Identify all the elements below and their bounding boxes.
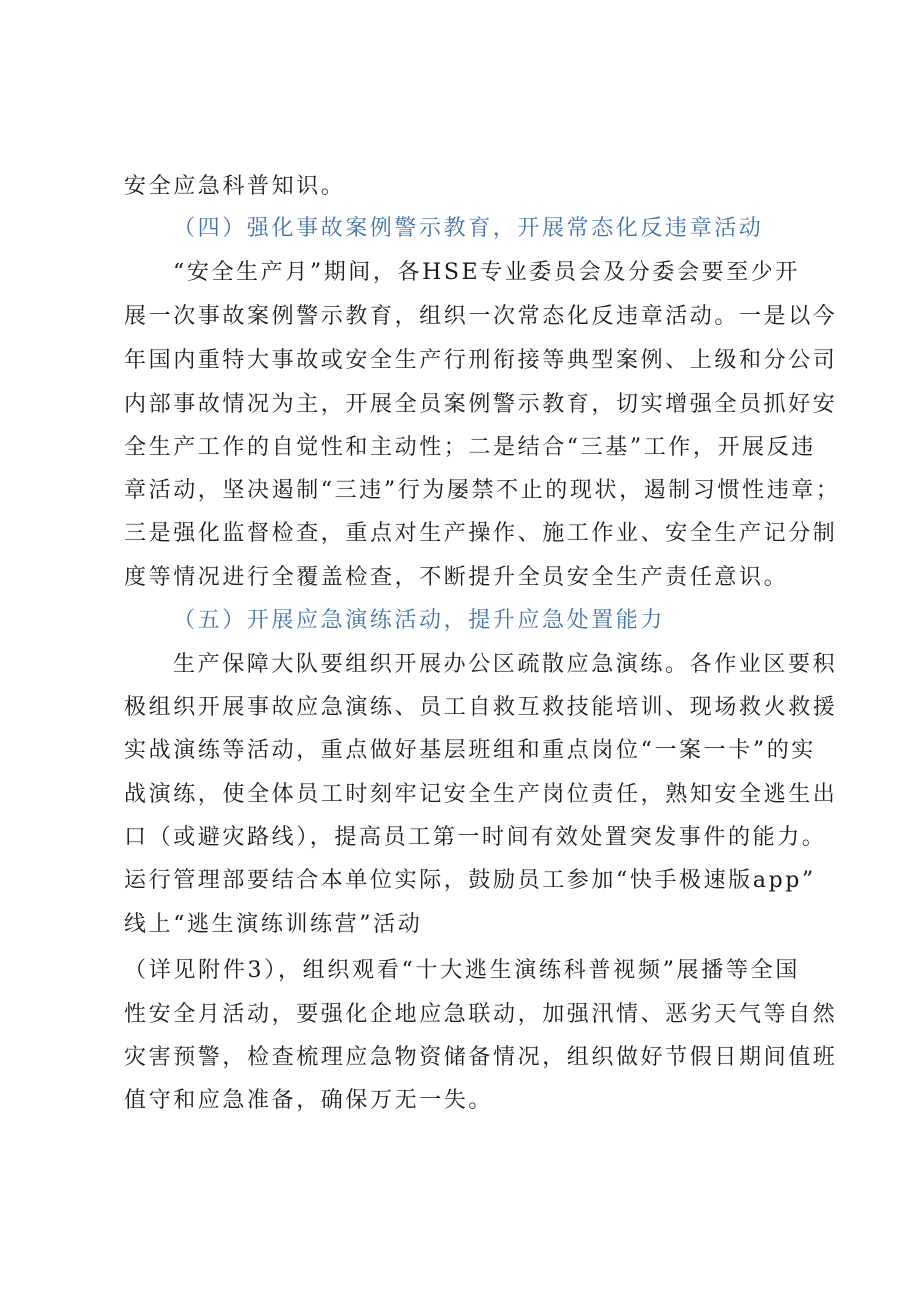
body-text-line: 口（或避灾路线），提高员工第一时间有效处置突发事件的能力。 [124,825,827,850]
body-text-line: “安全生产月”期间，各HSE专业委员会及分委会要至少开 [173,260,801,285]
body-text-line: 展一次事故案例警示教育，组织一次常态化反违章活动。一是以今 [124,304,838,329]
body-text-line: 极组织开展事故应急演练、员工自救互救技能培训、现场救火救援 [124,695,838,720]
body-text-line: 全生产工作的自觉性和主动性；二是结合“三基”工作，开展反违 [124,435,816,460]
body-text-line: 章活动，坚决遏制“三违”行为屡禁不止的现状，遏制习惯性违章； [124,478,841,503]
body-text-line: 性安全月活动，要强化企地应急联动，加强汛情、恶劣天气等自然 [124,1002,838,1027]
section-heading-4: （四）强化事故案例警示教育，开展常态化反违章活动 [173,216,764,241]
body-text-line: 灾害预警，检查梳理应急物资储备情况，组织做好节假日期间值班 [124,1045,838,1070]
body-text-line: 内部事故情况为主，开展全员案例警示教育，切实增强全员抓好安 [124,392,838,417]
body-text-line: 运行管理部要结合本单位实际，鼓励员工参加“快手极速版app” [124,868,816,893]
body-text-line: （详见附件3），组织观看“十大逃生演练科普视频”展播等全国 [124,958,800,983]
body-text-line: 三是强化监督检查，重点对生产操作、施工作业、安全生产记分制 [124,521,838,546]
body-text-line: 度等情况进行全覆盖检查，不断提升全员安全生产责任意识。 [124,565,789,590]
body-text-line: 值守和应急准备，确保万无一失。 [124,1088,494,1113]
body-text-line: 实战演练等活动，重点做好基层班组和重点岗位“一案一卡”的实 [124,738,816,763]
body-text-line: 安全应急科普知识。 [124,174,346,199]
body-text-line: 线上“逃生演练训练营”活动 [124,912,423,937]
body-text-line: 生产保障大队要组织开展办公区疏散应急演练。各作业区要积 [173,652,838,677]
section-heading-5: （五）开展应急演练活动，提升应急处置能力 [173,608,666,633]
body-text-line: 战演练，使全体员工时刻牢记安全生产岗位责任，熟知安全逃生出 [124,782,838,807]
body-text-line: 年国内重特大事故或安全生产行刑衔接等典型案例、上级和分公司 [124,348,838,373]
